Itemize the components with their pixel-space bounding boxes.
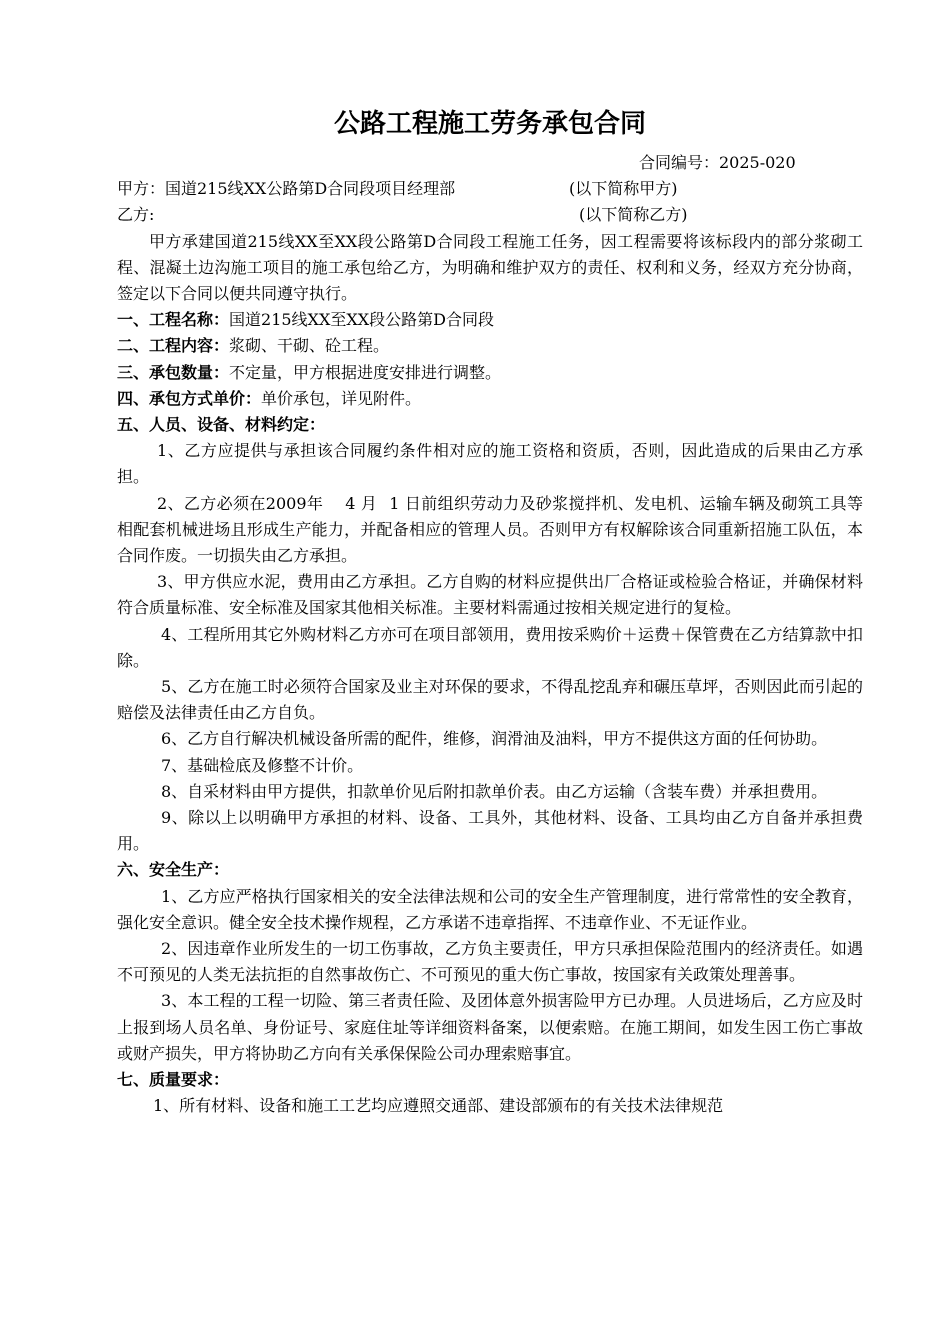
section-1-label: 一、工程名称： xyxy=(117,310,230,330)
section-7-heading: 七、质量要求： xyxy=(117,1070,230,1090)
section-1 xyxy=(117,307,863,333)
party-b-label: 乙方: xyxy=(117,205,155,225)
contract-number: 合同编号：2025-020 xyxy=(639,153,796,172)
section-3-label: 三、承包数量： xyxy=(117,362,230,382)
section-6-item-1: 1、乙方应严格执行国家相关的安全法律法规和公司的安全生产管理制度，进行常常性的安全教育，强化安全意识。健全安全技术操作规程，乙方承诺不违章指挥、不违章作业、不无证作业。 xyxy=(117,886,863,932)
item-2-part-c: 1 日前组织劳动力及砂浆搅拌机、发电机、运输车辆及砌筑工具等相配套机械进场且形成生产能力，并配备相应的管理人员。否则甲方有权解除该合同重新招施工队伍，本合同作废。一切损失由乙方承担。 xyxy=(117,493,863,566)
party-a-note: (以下简称甲方) xyxy=(569,179,678,199)
section-5-item-6: 6、乙方自行解决机械设备所需的配件，维修，润滑油及油料，甲方不提供这方面的任何协助。 xyxy=(161,729,828,749)
section-2-label: 二、工程内容： xyxy=(117,336,230,356)
page-title: 公路工程施工劳务承包合同 xyxy=(333,109,646,139)
section-5-item-3: 3、甲方供应水泥，费用由乙方承担。乙方自购的材料应提供出厂合格证或检验合格证，并确保材料符合质量标准、安全标准及国家其他相关标准。主要材料需通过按相关规定进行的复检。 xyxy=(117,572,863,618)
section-6-item-3: 3、本工程的工程一切险、第三者责任险、及团体意外损害险甲方已办理。人员进场后，乙方应及时上报到场人员名单、身份证号、家庭住址等详细资料备案，以便索赔。在施工期间，如发生因工伤亡事故或财产损失，甲方将协助乙方向有关承保保险公司办理索赔事宜。 xyxy=(117,991,863,1063)
item-2-part-b: 4 月 xyxy=(345,493,378,513)
section-1-text: 国道215线XX至XX段公路第D合同段 xyxy=(229,310,494,330)
party-a-label: 甲方：国道215线XX公路第D合同段项目经理部 xyxy=(117,179,456,199)
section-3 xyxy=(117,360,863,386)
section-5-item-2 xyxy=(117,491,863,570)
item-2-part-a: 2、乙方必须在2009年 xyxy=(157,493,324,513)
section-5-heading: 五、人员、设备、材料约定： xyxy=(117,415,326,434)
party-b-note: (以下简称乙方) xyxy=(579,205,688,225)
section-5-item-9: 9、除以上以明确甲方承担的材料、设备、工具外，其他材料、设备、工具均由乙方自备并承担费用。 xyxy=(117,808,863,854)
section-3-text: 不定量，甲方根据进度安排进行调整。 xyxy=(229,362,502,382)
intro-paragraph: 甲方承建国道215线XX至XX段公路第D合同段工程施工任务，因工程需要将该标段内的部分浆砌工程、混凝土边沟施工项目的施工承包给乙方，为明确和维护双方的责任、权利和义务，经双方充分协商，签定以下合同以便共同遵守执行。 xyxy=(117,231,863,303)
section-5-item-7: 7、基础检底及修整不计价。 xyxy=(161,755,364,775)
party-b-line xyxy=(117,202,863,228)
section-4 xyxy=(117,386,863,412)
section-7-item-1: 1、所有材料、设备和施工工艺均应遵照交通部、建设部颁布的有关技术法律规范 xyxy=(153,1096,724,1116)
section-5-item-5: 5、乙方在施工时必须符合国家及业主对环保的要求，不得乱挖乱弃和碾压草坪，否则因此而引起的赔偿及法律责任由乙方自负。 xyxy=(117,677,863,723)
section-4-label: 四、承包方式单价： xyxy=(117,388,262,408)
section-2-text: 浆砌、干砌、砼工程。 xyxy=(229,336,390,356)
party-a-line xyxy=(117,176,863,202)
contract-page xyxy=(117,100,863,1119)
section-4-text: 单价承包，详见附件。 xyxy=(261,388,422,408)
section-5-item-8: 8、自采材料由甲方提供，扣款单价见后附扣款单价表。由乙方运输（含装车费）并承担费用。 xyxy=(161,781,828,801)
section-5-item-4: 4、工程所用其它外购材料乙方亦可在项目部领用，费用按采购价＋运费＋保管费在乙方结算款中扣除。 xyxy=(117,624,863,670)
section-2 xyxy=(117,333,863,359)
section-6-heading: 六、安全生产： xyxy=(117,860,230,880)
section-6-item-2: 2、因违章作业所发生的一切工伤事故，乙方负主要责任，甲方只承担保险范围内的经济责任。如遇不可预见的人类无法抗拒的自然事故伤亡、不可预见的重大伤亡事故，按国家有关政策处理善事。 xyxy=(117,939,863,985)
section-5-item-1: 1、乙方应提供与承担该合同履约条件相对应的施工资格和资质，否则，因此造成的后果由乙方承担。 xyxy=(117,441,863,487)
